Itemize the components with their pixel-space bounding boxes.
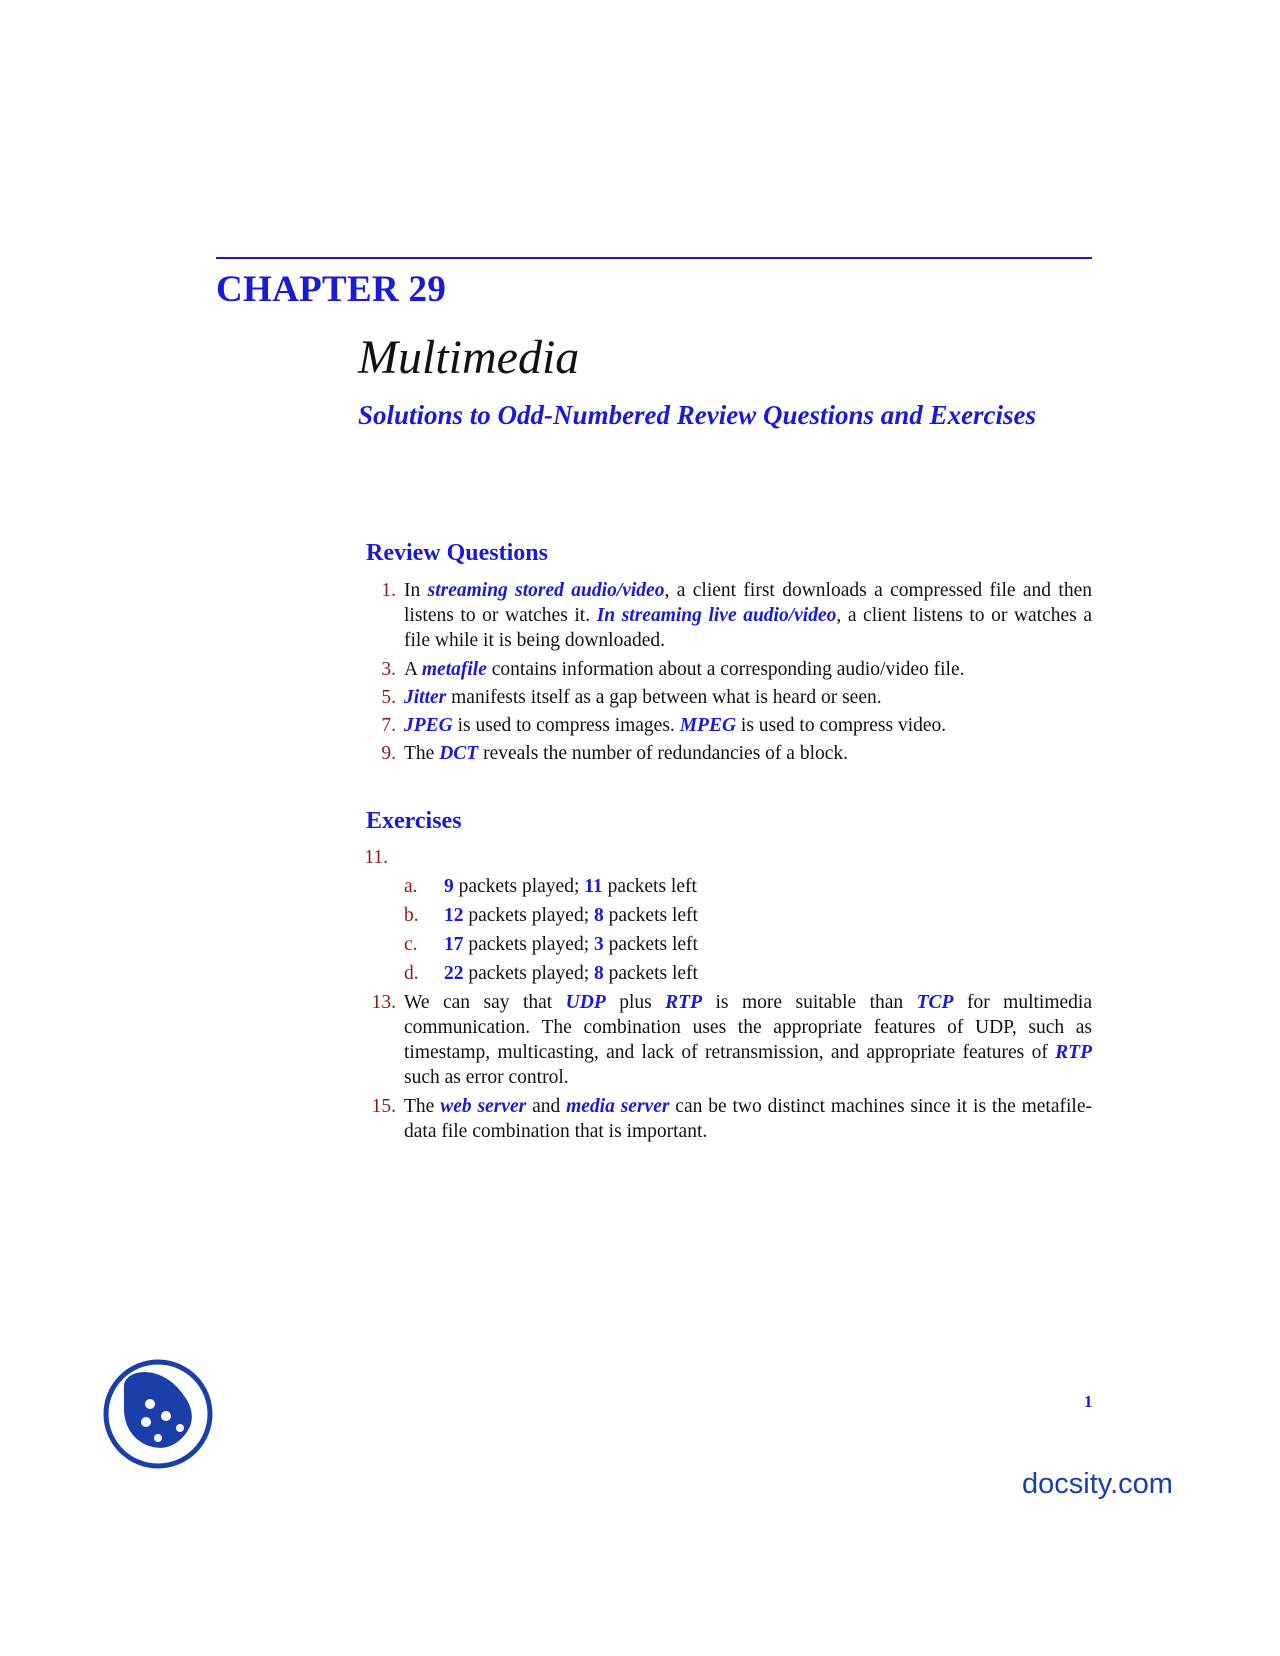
exercises-list [360, 845, 1092, 1144]
sub-letter: d. [404, 963, 419, 984]
review-item-1 [360, 578, 1092, 653]
keyword: media server [566, 1096, 670, 1117]
exercise-15 [360, 1094, 1092, 1144]
item-text: can be two distinct machines since it is the metafile-data file combination that is important. [404, 1096, 1092, 1142]
keyword: JPEG [404, 715, 453, 736]
review-item-5 [360, 685, 1092, 710]
left-count: 3 [594, 934, 604, 955]
keyword: streaming stored audio/video [427, 580, 665, 601]
docsity-brand-link[interactable]: docsity.com [1022, 1468, 1173, 1500]
item-text: is used to compress video. [736, 715, 947, 736]
item-text: The [404, 743, 440, 764]
exercise-13 [360, 990, 1092, 1090]
chapter-subtitle: Solutions to Odd-Numbered Review Questions and Exercises [358, 400, 1037, 430]
played-count: 22 [444, 963, 464, 984]
item-number: 5. [381, 687, 396, 708]
sub-letter: c. [404, 934, 418, 955]
left-label: packets left [603, 934, 698, 955]
item-text: and [526, 1096, 567, 1117]
sub-letter: b. [404, 905, 419, 926]
keyword: RTP [665, 992, 703, 1013]
left-count: 11 [584, 876, 603, 897]
keyword: DCT [439, 743, 479, 764]
keyword: web server [440, 1096, 527, 1117]
exercise-11-c [360, 932, 1092, 961]
item-number: 13. [371, 992, 396, 1013]
keyword: Jitter [404, 687, 447, 708]
left-count: 8 [594, 963, 604, 984]
item-text: reveals the number of redundancies of a block. [478, 743, 849, 764]
left-count: 8 [594, 905, 604, 926]
keyword: metafile [421, 659, 487, 680]
keyword: RTP [1055, 1042, 1092, 1063]
item-text: contains information about a corresponding audio/video file. [486, 659, 965, 680]
keyword: TCP [916, 992, 954, 1013]
item-number: 7. [381, 715, 396, 736]
item-text: plus [605, 992, 666, 1013]
item-text: such as error control. [404, 1067, 569, 1088]
page-number: 1 [1084, 1392, 1093, 1411]
played-label: packets played; [453, 876, 585, 897]
sub-letter: a. [404, 876, 418, 897]
played-count: 9 [444, 876, 454, 897]
review-questions-heading: Review Questions [366, 540, 548, 566]
keyword: MPEG [679, 715, 737, 736]
review-questions-list [360, 578, 1092, 766]
item-number: 11. [364, 847, 388, 868]
left-label: packets left [602, 876, 697, 897]
review-item-7 [360, 713, 1092, 738]
exercise-11-a [360, 874, 1092, 903]
item-text: The [404, 1096, 441, 1117]
played-count: 17 [444, 934, 464, 955]
keyword: In streaming live audio/video [596, 605, 837, 626]
item-text: , a client listens to or watches a file while it is being downloaded. [404, 605, 1092, 651]
chapter-rule [216, 257, 1092, 259]
docsity-logo-svg [102, 1358, 214, 1470]
review-item-3 [360, 657, 1092, 682]
item-number: 15. [371, 1096, 396, 1117]
item-text: In [404, 580, 428, 601]
item-number: 1. [381, 580, 396, 601]
played-label: packets played; [463, 963, 594, 984]
exercise-11 [360, 845, 1092, 874]
left-label: packets left [603, 963, 698, 984]
exercise-11-b [360, 903, 1092, 932]
played-label: packets played; [463, 905, 594, 926]
item-text: We can say that [404, 992, 566, 1013]
item-text: manifests itself as a gap between what is heard or seen. [446, 687, 882, 708]
item-text: is used to compress images. [452, 715, 680, 736]
item-number: 3. [381, 659, 396, 680]
chapter-label: CHAPTER 29 [216, 269, 447, 310]
played-count: 12 [444, 905, 464, 926]
item-text: for multimedia communication. The combination uses the appropriate features of UDP, such as timestamp, multicasting, and lack of retransmission, and appropriate features of [404, 992, 1092, 1063]
item-number: 9. [381, 743, 396, 764]
docsity-logo-icon [102, 1358, 214, 1470]
left-label: packets left [603, 905, 698, 926]
chapter-title: Multimedia [358, 331, 580, 384]
exercises-heading: Exercises [366, 808, 462, 834]
item-text: is more suitable than [702, 992, 917, 1013]
keyword: UDP [565, 992, 606, 1013]
exercise-11-d [360, 961, 1092, 990]
review-item-9 [360, 741, 1092, 766]
played-label: packets played; [463, 934, 594, 955]
item-text: , a client first downloads a compressed file and then listens to or watches it. [404, 580, 1093, 626]
item-text: A [404, 659, 422, 680]
